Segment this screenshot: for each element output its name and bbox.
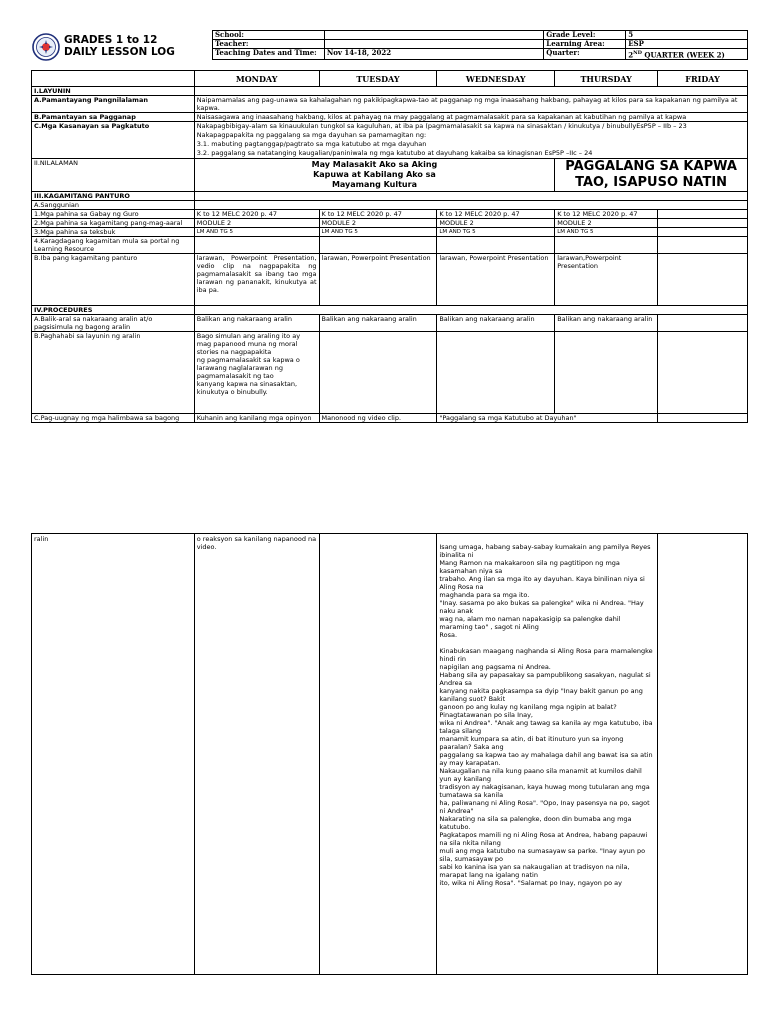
table-cell: LM AND TG 5: [194, 228, 319, 237]
quarter-ordinal: ND: [633, 50, 642, 56]
lesson-log-title: [64, 34, 175, 58]
section-kagamitang-panturo: III.KAGAMITANG PANTURO: [32, 192, 195, 201]
row-label-kasanayan: C.Mga Kasanayan sa Pagkatuto: [32, 122, 195, 159]
section-procedures: IV.PROCEDURES: [32, 306, 195, 315]
row-label-learning-resource: 4.Karagdagang kagamitan mula sa portal ng Learning Resource: [32, 237, 195, 254]
kasanayan-line-2: Nakapagpapakita ng paggalang sa mga dayuhan sa pamamagitan ng:: [196, 131, 427, 139]
kasanayan-text: [194, 122, 747, 159]
row-label-balik-aral: A.Balik-aral sa nakaraang aralin at/o pagsisimula ng bagong aralin: [32, 315, 195, 332]
day-header-friday: FRIDAY: [658, 71, 748, 87]
learning-resource-row: [32, 237, 748, 254]
pamantayang-pangnilalaman-text: Naipamamalas ang pag-unawa sa kahalagahan ng pakikipagkapwa-tao at pagganap ng mga inaasahang hakbang, pahayag at kilos para sa kapakanan ng pamilya at kapwa.: [194, 96, 747, 113]
table-cell: Balikan ang nakaraang aralin: [319, 315, 437, 332]
title-line-2: DAILY LESSON LOG: [64, 46, 175, 58]
kasanayan-line-3: 3.1. mabuting pagtanggap/pagtrato sa mga katutubo at mga dayuhan: [196, 140, 427, 148]
nilalaman-title-line-2: Kapuwa at Kabilang Ako sa: [313, 170, 436, 179]
table-cell: MODULE 2: [319, 219, 437, 228]
table-cell: LM AND TG 5: [555, 228, 658, 237]
nilalaman-title-line-1: May Malasakit Ako sa Aking: [311, 160, 438, 169]
nilalaman-title-line-3: Mayamang Kultura: [331, 180, 417, 189]
table-cell: K to 12 MELC 2020 p. 47: [437, 210, 555, 219]
nilalaman-title-cell: [194, 159, 554, 192]
row-label-pamantayan-sa-pagganap: B.Pamantayan sa Pagganap: [32, 113, 195, 122]
row-label-pag-uugnay: C.Pag-uugnay ng mga halimbawa sa bagong: [32, 414, 195, 423]
school-label: School:: [213, 31, 325, 40]
row-label-continuation: ralin: [32, 534, 195, 975]
table-cell: MODULE 2: [194, 219, 319, 228]
section-nilalaman: II.NILALAMAN: [32, 159, 195, 192]
table-cell: Manonood ng video clip.: [319, 414, 437, 423]
table-cell: Kuhanin ang kanilang mga opinyon: [194, 414, 319, 423]
table-cell: larawan,Powerpoint Presentation: [555, 254, 658, 306]
kasanayan-line-1: Nakapagbibigay-alam sa kinauukulan tungkol sa kaguluhan, at iba pa (pagmamalasakit sa kapwa na sinasaktan / kinukutya / binubullyEsP5P – IIb – 23: [196, 122, 687, 130]
day-header-wednesday: WEDNESDAY: [437, 71, 555, 87]
paghahabi-monday-text: Bago simulan ang araling ito ay mag papanood muna ng moral stories na nagpapakita ng pagmamalasakit sa kapwa o larawang naglalarawan ng pagmamalasakit ng tao kanyang kapwa na sinasaktan, kinukutya o binubully.: [194, 332, 319, 414]
table-cell: [658, 210, 748, 219]
day-header-monday: MONDAY: [194, 71, 319, 87]
day-header-thursday: THURSDAY: [555, 71, 658, 87]
gabay-ng-guro-row: [32, 210, 748, 219]
school-info-table: [212, 30, 748, 60]
table-cell: K to 12 MELC 2020 p. 47: [319, 210, 437, 219]
lesson-log-continuation-table: [31, 533, 748, 975]
deped-seal-logo: [32, 33, 60, 61]
row-label-pamantayang-pangnilalaman: A.Pamantayang Pangnilalaman: [32, 96, 195, 113]
row-label-paghahabi: B.Paghahabi sa layunin ng aralin: [32, 332, 195, 414]
lesson-log-table: [31, 70, 748, 423]
kasanayan-line-4: 3.2. paggalang sa natatanging kaugalian/paniniwala ng mga katutubo at dayuhang kakaiba sa kinagisnan EsP5P –IIc – 24: [196, 149, 593, 157]
iba-pang-kagamitan-row: [32, 254, 748, 306]
table-cell: [658, 414, 748, 423]
table-cell: Balikan ang nakaraang aralin: [437, 315, 555, 332]
learning-area-value: ESP: [626, 40, 748, 49]
title-line-1: GRADES 1 to 12: [64, 34, 158, 46]
balik-aral-row: [32, 315, 748, 332]
teksbuk-row: [32, 228, 748, 237]
table-cell: Balikan ang nakaraang aralin: [194, 315, 319, 332]
quarter-value: [626, 49, 748, 60]
monday-continuation-text: o reaksyon sa kanilang napanood na video.: [194, 534, 319, 975]
table-cell: K to 12 MELC 2020 p. 47: [555, 210, 658, 219]
nilalaman-topic-title: PAGGALANG SA KAPWA TAO, ISAPUSO NATIN: [555, 159, 748, 192]
row-label-gabay-ng-guro: 1.Mga pahina sa Gabay ng Guro: [32, 210, 195, 219]
table-cell: LM AND TG 5: [319, 228, 437, 237]
table-cell: Balikan ang nakaraang aralin: [555, 315, 658, 332]
teaching-dates-value: Nov 14-18, 2022: [324, 49, 543, 60]
table-cell: MODULE 2: [437, 219, 555, 228]
row-label-kagamitang-mag-aaral: 2.Mga pahina sa kagamitang pang-mag-aaral: [32, 219, 195, 228]
pamantayan-sa-pagganap-text: Naisasagawa ang inaasahang hakbang, kilos at pahayag na may paggalang at pagmamalasakit para sa kapakanan at kabutihan ng pamilya at kapwa: [194, 113, 747, 122]
row-label-iba-pang-kagamitan: B.Iba pang kagamitang panturo: [32, 254, 195, 306]
learning-area-label: Learning Area:: [544, 40, 626, 49]
quarter-number: 2: [628, 50, 634, 60]
corner-cell: [32, 71, 195, 87]
quarter-text: QUARTER (WEEK 2): [641, 50, 725, 60]
table-cell: LM AND TG 5: [437, 228, 555, 237]
pag-uugnay-row: [32, 414, 748, 423]
table-cell: larawan, Powerpoint Presentation: [319, 254, 437, 306]
grade-level-value: 5: [626, 31, 748, 40]
teacher-label: Teacher:: [213, 40, 325, 49]
table-cell: larawan, Powerpoint Presentation, vedio clip na nagpapakita ng pagmamalasakit sa ibang tao mga larawan ng pananakit, kinukutya at iba pa.: [194, 254, 319, 306]
table-cell: [658, 254, 748, 306]
table-cell: K to 12 MELC 2020 p. 47: [194, 210, 319, 219]
table-cell: [658, 219, 748, 228]
wednesday-story-text: Isang umaga, habang sabay-sabay kumakain ang pamilya Reyes ibinalita ni Mang Ramon na makakaroon sila ng pagtitipon ng mga kasamahan niya sa trabaho. Ang ilan sa mga ito ay dayuhan. Kaya binilinan niya si Aling Rosa na maghanda para sa mga ito. "Inay. sasama po ako bukas sa palengke" wika ni Andrea. "Hay naku anak wag na, alam mo naman napakasigip sa palengke dahil maraming tao" , sagot ni Aling Rosa. Kinabukasan maagang naghanda si Aling Rosa para mamalengke hindi rin napigilan ang pagsama ni Andrea. Habang sila ay papasakay sa pampublikong sasakyan, nagulat si Andrea sa kanyang nakita pagkasampa sa dyip "Inay bakit ganun po ang kanilang suot? Bakit ganoon po ang kulay ng kanilang mga ngipin at balat? Pinagtatawanan po sila Inay, wika ni Andrea". "Anak ang tawag sa kanila ay mga katutubo, iba talaga silang manamit kumpara sa atin, di bat itinuturo yun sa inyong paaralan? Saka ang paggalang sa kapwa tao ay mahalaga dahil ang bawat isa sa atin ay may karapatan. Nakaugalian na nila kung paano sila manamit at kumilos dahil yun ay kanilang tradisyon ay nakagisanan, kaya huwag mong tutularan ang mga tumatawa sa kanila ha, paliwanang ni Aling Rosa". "Opo, Inay pasensya na po, sagot ni Andrea" Nakarating na sila sa palengke, doon din bumaba ang mga katutubo. Pagkatapos mamili ng ni Aling Rosa at Andrea, habang papauwi na sila nkita nilang muli ang mga katutubo na sumasayaw sa parke. "Inay ayun po sila, sumasayaw po sabi ko kanina isa yan sa nakaugalian at tradisyon na nila, marapat lang na igalang natin ito, wika ni Aling Rosa". "Salamat po Inay, ngayon po ay: [437, 534, 658, 975]
row-label-sanggunian: A.Sanggunian: [32, 201, 195, 210]
teaching-dates-label: Teaching Dates and Time:: [213, 49, 325, 60]
row-label-teksbuk: 3.Mga pahina sa teksbuk: [32, 228, 195, 237]
day-header-tuesday: TUESDAY: [319, 71, 437, 87]
table-cell: MODULE 2: [555, 219, 658, 228]
table-cell: [658, 315, 748, 332]
quarter-label: Quarter:: [544, 49, 626, 60]
days-header-row: [32, 71, 748, 87]
pag-uugnay-continuation-row: [32, 534, 748, 975]
section-layunin: I.LAYUNIN: [32, 87, 195, 96]
table-cell: "Paggalang sa mga Katutubo at Dayuhan": [437, 414, 658, 423]
kagamitang-mag-aaral-row: [32, 219, 748, 228]
table-cell: [658, 228, 748, 237]
table-cell: larawan, Powerpoint Presentation: [437, 254, 555, 306]
school-value: [324, 31, 543, 40]
grade-level-label: Grade Level:: [544, 31, 626, 40]
paghahabi-row: [32, 332, 748, 414]
